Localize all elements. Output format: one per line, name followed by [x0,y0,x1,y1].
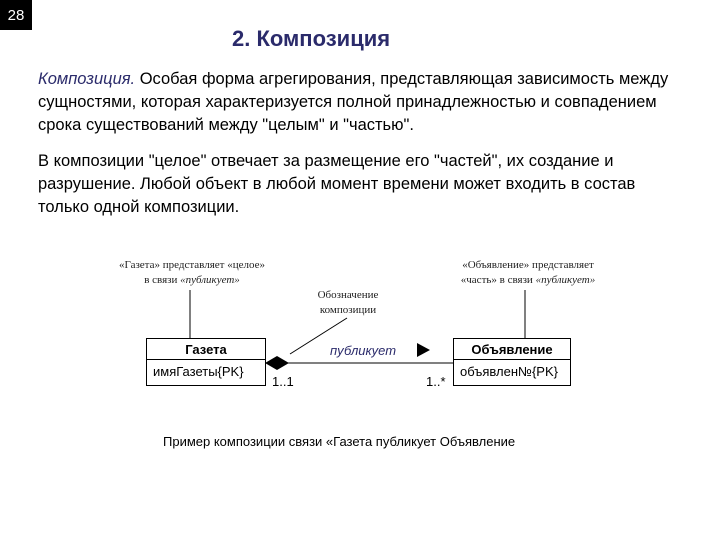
definition-term: Композиция. [38,70,136,88]
diagram-caption: Пример композиции связи «Газета публикует Объявление [163,434,516,449]
class-obyavlenie-attr: объявлен№{PK} [460,364,558,379]
note-left [92,258,292,288]
slide-number: 28 [0,0,32,30]
note-mid-line1: Обозначение [317,289,379,301]
note-left-italic: «публикует» [180,274,240,286]
class-gazeta [146,338,266,386]
class-gazeta-attr: имяГазеты{PK} [153,364,244,379]
class-obyavlenie-name: Объявление [454,339,570,360]
note-left-line2 [92,273,292,288]
note-middle [300,288,396,318]
association-label: публикует [330,343,397,358]
note-mid-line2: композиции [319,304,377,316]
direction-arrow [417,343,430,357]
multiplicity-right: 1..* [426,374,446,389]
definition-text: Особая форма агрегирования, представляющая зависимость между сущностями, которая характеризуется полной принадлежностью и совпадением срока существований между "целым" и "частью". [38,70,669,134]
note-right-line1: «Объявление» представляет [462,259,594,271]
note-right-prefix: «часть» в связи [460,274,536,286]
note-left-line1: «Газета» представляет «целое» [118,259,265,271]
note-left-prefix: в связи [144,274,181,286]
class-gazeta-name: Газета [147,339,265,360]
multiplicity-left: 1..1 [272,374,294,389]
composition-paragraph: В композиции "целое" отвечает за размещение его "частей", их создание и разрушение. Любой объект в любой момент времени может входить в состав только одной композиции. [38,152,636,216]
note-right [428,258,628,288]
note-right-italic: «публикует» [535,274,596,286]
note-right-line2 [428,273,628,288]
class-obyavlenie [453,338,571,386]
slide-title: 2. Композиция [232,26,391,51]
composition-diamond [265,356,289,370]
